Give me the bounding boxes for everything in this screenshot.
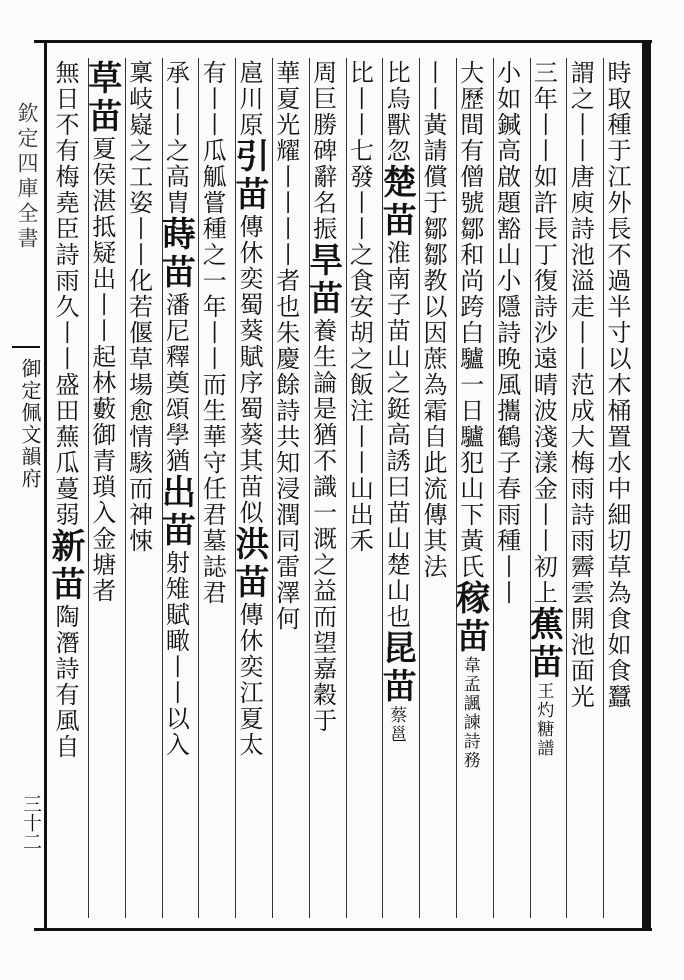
text-column — [449, 58, 493, 918]
page-margin-column — [4, 46, 42, 926]
text-column — [155, 58, 199, 918]
text-column — [272, 58, 309, 918]
body-text: 瓜觚嘗種之一年丨丨而生華 — [198, 138, 227, 450]
text-grid — [44, 46, 640, 926]
body-text: 夏侯湛抵疑出丨丨起林藪御青瑣入金塘者 — [87, 136, 116, 604]
text-column — [302, 58, 346, 918]
column-text — [120, 60, 158, 554]
body-text: 丨丨者也朱慶餘詩共知浸潤同雷澤何 — [271, 216, 300, 632]
body-text: 扈川原 — [234, 60, 263, 138]
body-text: 傳休奕蜀葵賦序蜀葵其苗似 — [234, 214, 263, 526]
text-column — [493, 58, 530, 918]
column-text — [340, 60, 378, 554]
entry-heading: 稼苗 — [449, 580, 490, 656]
body-text: 射雉賦瞰丨丨以入 — [161, 550, 190, 758]
body-text: 陶潛詩有風自 — [50, 604, 79, 760]
text-column — [523, 58, 567, 918]
body-text: 稟岐嶷之工姿 — [124, 60, 153, 216]
text-column — [603, 58, 640, 918]
text-column — [81, 58, 125, 918]
frame-right-border — [642, 40, 651, 931]
column-text — [598, 60, 636, 710]
body-text: 丨丨化若偃草 — [124, 216, 153, 372]
body-text: 養生論是猶不識一溉之益而望嘉穀于 — [308, 318, 337, 734]
body-text: 守任君墓誌君 — [198, 450, 227, 606]
column-text — [83, 60, 121, 604]
text-column — [125, 58, 162, 918]
body-text: 比丨丨 — [345, 60, 374, 138]
text-column — [346, 58, 383, 918]
entry-heading: 草苗 — [81, 60, 122, 136]
source-note: 蔡邕 — [386, 706, 407, 744]
column-text — [488, 60, 526, 606]
page-number: 三十二 — [20, 794, 42, 851]
column-text — [561, 60, 599, 710]
entry-heading: 旱苗 — [302, 242, 343, 318]
body-text: 傳休奕江夏太 — [234, 602, 263, 758]
entry-heading: 蕉苗 — [523, 606, 564, 682]
text-column — [376, 58, 419, 918]
body-text: 三年丨丨如許長丁復詩沙遠晴波淺漾金丨丨初上 — [529, 60, 558, 606]
body-text: 時取種于江外長不過半寸以木桶置水中細切草為食如食蠶 — [602, 60, 631, 710]
text-column — [44, 58, 88, 918]
text-column — [566, 58, 603, 918]
body-text: 華夏光耀丨丨 — [271, 60, 300, 216]
body-text: 七發丨丨之食安胡之飯注丨丨山出禾 — [345, 138, 374, 554]
body-text: 比烏獸忽 — [382, 60, 411, 164]
entry-heading: 新苗 — [44, 528, 85, 604]
body-text: 大歷間有僧號鄒和尚跨白驢一日驢犯山下黃氏 — [455, 60, 484, 580]
frame-bottom-border — [34, 928, 652, 931]
entry-heading: 洪苗 — [228, 526, 269, 602]
column-text — [451, 60, 489, 770]
edge-title: 欽定四庫全書 — [15, 102, 39, 252]
body-text: 場愈情駭而神悚 — [124, 372, 153, 554]
column-text — [156, 60, 194, 758]
body-text: 小如鍼高啟題豁山小隱詩晚風攜鶴子春雨種丨丨 — [492, 60, 521, 606]
column-text — [524, 60, 562, 758]
entry-heading: 楚苗 — [376, 164, 417, 240]
entry-heading: 昆苗 — [376, 630, 417, 706]
column-text — [230, 60, 268, 758]
column-text — [304, 60, 342, 734]
body-text: 無日不有梅堯臣詩雨久丨丨盛田蕪瓜蔓弱 — [50, 60, 79, 528]
body-text: 丨丨黃請償于鄒鄒教以因蔗為霜自此流傳其法 — [418, 60, 447, 580]
text-column — [419, 58, 456, 918]
column-text — [414, 60, 452, 580]
frame-top-border — [34, 40, 652, 43]
book-title: 御定佩文韻府 — [18, 358, 42, 490]
body-text: 承丨丨之高胄 — [161, 60, 190, 216]
column-text — [377, 60, 415, 744]
column-text — [267, 60, 305, 632]
column-text — [193, 60, 231, 606]
text-column — [228, 58, 272, 918]
entry-heading: 出苗 — [155, 474, 196, 550]
body-text: 潘尼釋奠頌學猶 — [161, 292, 190, 474]
entry-heading: 引苗 — [228, 138, 269, 214]
body-text: 淮南子苗山之鋌高誘曰苗山楚山也 — [382, 240, 411, 630]
entry-heading: 蒔苗 — [155, 216, 196, 292]
source-note: 王灼糖譜 — [533, 682, 554, 758]
column-text — [46, 60, 84, 760]
source-note: 韋孟諷諫詩務 — [459, 656, 480, 770]
body-text: 有丨丨 — [198, 60, 227, 138]
margin-separator — [12, 346, 40, 348]
text-column — [198, 58, 235, 918]
body-text: 周巨勝碑辭名振 — [308, 60, 337, 242]
body-text: 謂之丨丨唐庾詩池溢走丨丨范成大梅雨詩雨霽雲開池面光 — [566, 60, 595, 710]
